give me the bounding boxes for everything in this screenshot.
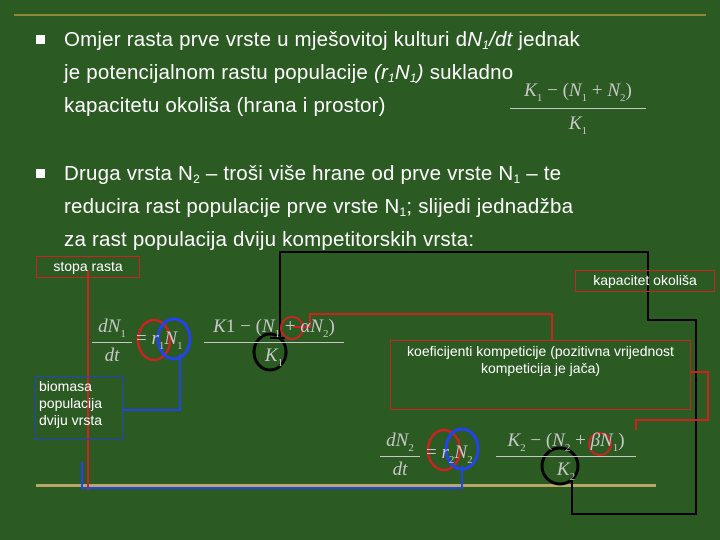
eq1-lhs-numerator: $dN_1$ [98, 316, 126, 340]
text-span: je potencijalnom rastu populacije [64, 61, 374, 84]
eq1-middle: = $r_1N_1$ [136, 328, 183, 352]
bullet-first-line3: kapacitetu okoliša (hrana i prostor) [64, 94, 386, 117]
text-subscript: 1 [409, 71, 417, 85]
text-subscript: 1 [513, 172, 521, 186]
eq2-lhs-bar [380, 456, 420, 457]
biomass-label: biomasa populacija dviju vrsta [35, 376, 123, 440]
text-subscript: 1 [399, 205, 407, 219]
text-span: N [394, 61, 410, 84]
eq2-lhs-numerator: $dN_2$ [386, 430, 414, 454]
eq2-lhs [380, 430, 420, 481]
text-span: Druga vrsta N [64, 162, 194, 185]
eq1-fraction-bar [204, 342, 344, 343]
eq1-lhs-bar [92, 342, 132, 343]
eq1-lhs-denominator: dt [104, 344, 120, 366]
text-span: – troši više hrane od prve vrste N [199, 162, 514, 185]
capacity-fraction-denominator: $K_1$ [568, 112, 588, 137]
text-subscript: 2 [193, 172, 200, 186]
text-span: Omjer rasta prve vrste u mješovitoj kulturi d [64, 28, 468, 51]
eq2-fraction [496, 430, 636, 483]
carrying-capacity-label: kapacitet okoliša [575, 270, 715, 292]
eq2-fraction-bar [496, 456, 636, 457]
eq1-fraction [204, 316, 344, 369]
eq1-fraction-numerator: $K1 - (N_1 + \alpha N_2)$ [213, 316, 335, 340]
eq2-fraction-denominator: $K_2$ [556, 458, 576, 483]
text-subscript: 1 [482, 38, 490, 52]
text-span: ; slijedi jednadžba [406, 195, 574, 218]
capacity-fraction-numerator: $K_1 - (N_1 + N_2)$ [524, 80, 632, 104]
competition-coefficients-label: koeficijenti kompeticije (pozitivna vrijednost kompeticija je jača) [390, 340, 691, 410]
eq1-lhs [92, 316, 132, 367]
text-span: sukladno [423, 61, 514, 84]
eq1-fraction-denominator: $K_1$ [264, 344, 284, 369]
text-span: jednak [512, 28, 580, 51]
eq2-lhs-denominator: dt [392, 458, 408, 480]
growth-rate-label: stopa rasta [36, 256, 140, 278]
text-span: ) [416, 61, 424, 84]
eq2-middle: = $r_2N_2$ [426, 442, 473, 466]
text-span: (r [373, 61, 388, 84]
eq2-fraction-numerator: $K_2 - (N_2 + \beta N_1)$ [507, 430, 625, 454]
text-span: – te [520, 162, 562, 185]
bullet-second-line3: za rast populacija dviju kompetitorskih vrsta: [64, 228, 475, 251]
text-span: N [467, 28, 483, 51]
text-span: /dt [489, 28, 513, 51]
text-subscript: 1 [388, 71, 395, 85]
text-span: reducira rast populacije prve vrste N [64, 195, 400, 218]
